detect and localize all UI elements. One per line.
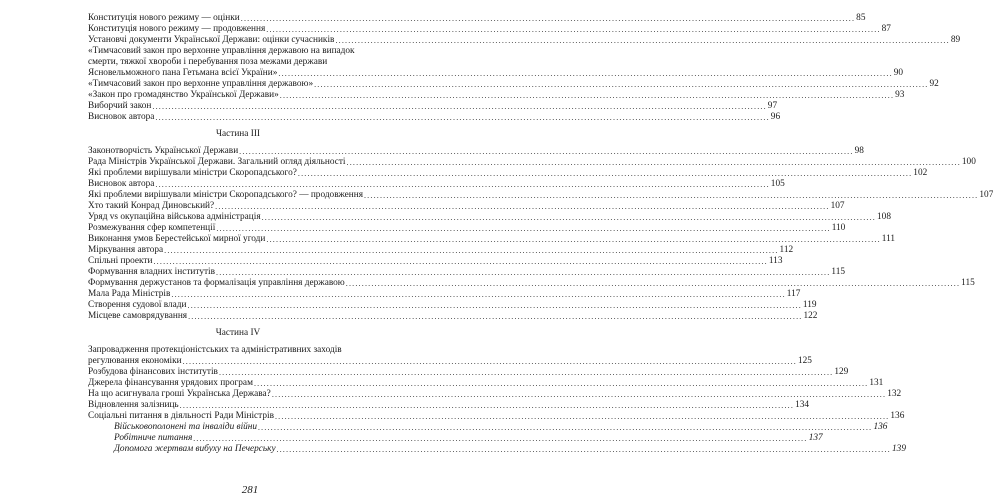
toc-entry-page: 117 — [786, 289, 801, 299]
dot-leader — [164, 245, 778, 256]
toc-entry — [88, 35, 961, 46]
toc-entry — [88, 179, 785, 190]
toc-entry-title: Джерела фінансування урядових програм — [88, 378, 253, 388]
table-of-contents — [88, 13, 993, 455]
toc-entry — [88, 212, 891, 223]
toc-entry — [88, 311, 818, 322]
toc-entry-title: Конституція нового режиму — оцінки — [88, 13, 240, 23]
dot-leader — [239, 146, 853, 157]
toc-entry-page: 107 — [830, 201, 845, 211]
toc-section-part-4 — [88, 356, 905, 422]
toc-entry-title: Конституція нового режиму — продовження — [88, 24, 266, 34]
toc-entry-title: Установчі документи Української Держави: оцінки сучасників — [88, 35, 335, 45]
toc-entry-title: Робітниче питання — [114, 433, 193, 443]
toc-entry — [88, 157, 976, 168]
toc-entry-page: 136 — [873, 422, 888, 432]
toc-entry — [88, 411, 905, 422]
dot-leader — [277, 444, 891, 455]
toc-entry-title: Висновок автора — [88, 112, 155, 122]
dot-leader — [280, 90, 894, 101]
dot-leader — [155, 179, 769, 190]
toc-section-top — [88, 13, 961, 123]
toc-entry-page: 129 — [834, 367, 849, 377]
toc-entry-title: На що асигнувала гроші Українська Держава? — [88, 389, 271, 399]
dot-leader — [254, 378, 868, 389]
toc-entry-title: Хто такий Конрад Диновський? — [88, 201, 215, 211]
toc-entry-page: 119 — [802, 300, 817, 310]
toc-entry — [88, 278, 975, 289]
toc-entry-page: 89 — [950, 35, 961, 45]
toc-entry-page: 134 — [795, 400, 810, 410]
toc-entry-title: Висновок автора — [88, 179, 155, 189]
toc-entry-page: 93 — [895, 90, 905, 100]
dot-leader — [241, 13, 855, 24]
toc-entry-page: 102 — [913, 168, 928, 178]
toc-entry — [88, 267, 846, 278]
toc-entry — [88, 444, 906, 455]
dot-leader — [298, 168, 912, 179]
toc-entry-title: регулювання економіки — [88, 356, 182, 366]
toc-entry-page: 98 — [854, 146, 864, 156]
toc-entry — [88, 112, 781, 123]
toc-entry-title: Мала Рада Міністрів — [88, 289, 171, 299]
toc-entry-title: «Тимчасовий закон про верхонне управління державою» — [88, 79, 314, 89]
toc-entry-continuation: «Тимчасовий закон про верхонне управління державою на випадок — [88, 46, 355, 56]
toc-entry-page: 100 — [961, 157, 976, 167]
toc-entry-page: 90 — [893, 68, 904, 78]
toc-entry — [88, 422, 888, 433]
dot-leader — [188, 311, 802, 322]
toc-entry-title: Формування держустанов та формалізація управління державою — [88, 278, 345, 288]
toc-entry-title: Розмежування сфер компетенції — [88, 223, 216, 233]
toc-entry-page: 112 — [779, 245, 794, 255]
toc-entry-page: 137 — [808, 433, 823, 443]
dot-leader — [258, 422, 872, 433]
toc-entry-page: 105 — [770, 179, 785, 189]
part-heading-3: Частина III — [215, 129, 261, 139]
toc-entry — [88, 378, 884, 389]
dot-leader — [262, 212, 876, 223]
toc-entry-page: 115 — [831, 267, 846, 277]
dot-leader — [275, 411, 889, 422]
dot-leader — [152, 101, 766, 112]
toc-entry — [88, 190, 993, 201]
dot-leader — [215, 201, 829, 212]
toc-entry-title: Законотворчість Української Держави — [88, 146, 239, 156]
part-heading-4: Частина IV — [215, 328, 261, 338]
toc-entry — [88, 79, 939, 90]
toc-entry — [88, 24, 891, 35]
toc-entry-page: 136 — [890, 411, 905, 421]
dot-leader — [266, 234, 880, 245]
toc-entry — [88, 201, 845, 212]
toc-entry-title: Міркування автора — [88, 245, 164, 255]
dot-leader — [155, 112, 769, 123]
toc-entry — [88, 13, 866, 24]
toc-entry-title: Спільні проекти — [88, 256, 153, 266]
dot-leader — [314, 79, 928, 90]
toc-entry-page: 111 — [881, 234, 896, 244]
dot-leader — [347, 157, 961, 168]
toc-entry-title: Створення судової влади — [88, 300, 187, 310]
dot-leader — [278, 68, 892, 79]
page-number: 281 — [241, 484, 259, 496]
toc-entry — [88, 356, 812, 367]
dot-leader — [272, 389, 886, 400]
toc-entry-page: 115 — [961, 278, 975, 288]
toc-entry — [88, 433, 823, 444]
toc-entry — [88, 245, 794, 256]
toc-entry — [88, 289, 801, 300]
dot-leader — [153, 256, 767, 267]
toc-entry — [88, 300, 817, 311]
toc-entry — [88, 101, 778, 112]
toc-entry-page: 122 — [803, 311, 818, 321]
toc-subsection-part-4 — [88, 422, 906, 455]
toc-entry-title: Формування владних інститутів — [88, 267, 216, 277]
toc-entry — [88, 256, 783, 267]
toc-entry-page: 108 — [877, 212, 891, 222]
toc-entry-page: 107 — [979, 190, 993, 200]
toc-entry-title: Допомога жертвам вибуху на Печерську — [114, 444, 276, 454]
dot-leader — [216, 267, 830, 278]
toc-entry-title: Уряд vs окупаційна військова адміністрація — [88, 212, 261, 222]
toc-entry-intro: Запровадження протекціоністських та адміністративних заходів — [88, 345, 342, 355]
dot-leader — [364, 190, 978, 201]
dot-leader — [335, 35, 949, 46]
toc-entry-page: 92 — [929, 79, 939, 89]
toc-entry-title: Соціальні питання в діяльності Ради Міністрів — [88, 411, 274, 421]
toc-entry — [88, 223, 846, 234]
toc-entry-page: 131 — [869, 378, 884, 388]
toc-entry-title: Місцеве самоврядування — [88, 311, 188, 321]
toc-entry-title: Ясновельможного пана Гетьмана всієї України» — [88, 68, 278, 78]
toc-entry-page: 139 — [892, 444, 906, 454]
dot-leader — [266, 24, 880, 35]
toc-entry — [88, 234, 896, 245]
toc-entry — [88, 146, 864, 157]
toc-entry-page: 125 — [798, 356, 812, 366]
toc-entry-title: Виборчий закон — [88, 101, 152, 111]
toc-entry-page: 96 — [770, 112, 781, 122]
toc-entry — [88, 68, 904, 79]
toc-entry-title: Рада Міністрів Української Держави. Загальний огляд діяльності — [88, 157, 346, 167]
toc-entry-page: 110 — [831, 223, 846, 233]
toc-entry-title: Військовополонені та інваліди війни — [114, 422, 258, 432]
toc-section-part-3 — [88, 146, 993, 322]
toc-entry-title: «Закон про громадянство Української Держави» — [88, 90, 279, 100]
toc-entry-page: 87 — [881, 24, 891, 34]
toc-entry-title: Виконання умов Берестейської мирної угоди — [88, 234, 266, 244]
toc-entry-page: 113 — [768, 256, 783, 266]
dot-leader — [193, 433, 807, 444]
dot-leader — [219, 367, 833, 378]
toc-entry-page: 132 — [887, 389, 902, 399]
toc-entry-title: Розбудова фінансових інститутів — [88, 367, 218, 377]
dot-leader — [171, 289, 785, 300]
toc-entry — [88, 367, 849, 378]
dot-leader — [346, 278, 960, 289]
toc-entry — [88, 168, 928, 179]
dot-leader — [183, 356, 797, 367]
toc-entry-title: Які проблеми вирішували міністри Скоропадського? — [88, 168, 297, 178]
toc-entry-continuation: смерти, тяжкої хвороби і перебування поза межами держави — [88, 57, 328, 67]
toc-entry-title: Які проблеми вирішували міністри Скоропадського? — продовження — [88, 190, 363, 200]
toc-entry — [88, 389, 902, 400]
dot-leader — [180, 400, 794, 411]
toc-entry-page: 97 — [767, 101, 778, 111]
dot-leader — [216, 223, 830, 234]
toc-entry-title: Відновлення залізниць — [88, 400, 179, 410]
toc-entry — [88, 400, 810, 411]
toc-entry-page: 85 — [856, 13, 866, 23]
toc-entry — [88, 90, 905, 101]
dot-leader — [188, 300, 802, 311]
